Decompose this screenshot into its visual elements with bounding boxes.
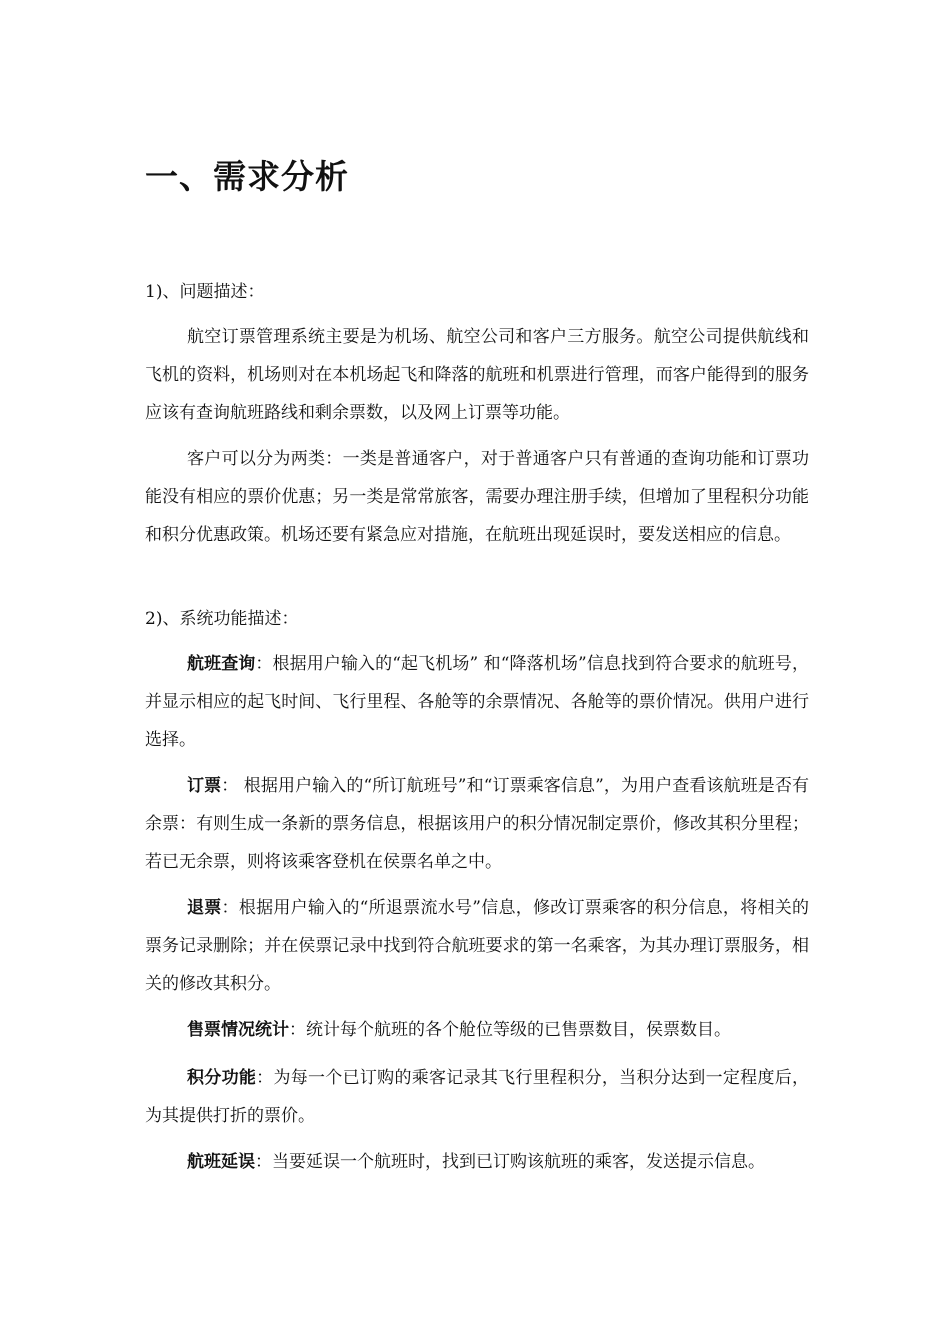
function-sales-statistics: [145, 1011, 809, 1049]
paragraph-problem-description: 航空订票管理系统主要是为机场、航空公司和客户三方服务。航空公司提供航线和飞机的资料，机场则对在本机场起飞和降落的航班和机票进行管理，而客户能得到的服务应该有查询航班路线和剩余票数，以及网上订票等功能。: [145, 327, 809, 423]
function-refund: [145, 889, 809, 1003]
function-term: 航班查询: [187, 654, 256, 674]
function-text: ：当要延误一个航班时，找到已订购该航班的乘客，发送提示信息。: [255, 1152, 765, 1172]
function-flight-query: [145, 645, 809, 759]
section-heading-problem: 1)、问题描述：: [145, 282, 265, 302]
function-term: 退票: [187, 898, 222, 918]
function-text: ：根据用户输入的“所退票流水号”信息，修改订票乘客的积分信息，将相关的票务记录删除；并在侯票记录中找到符合航班要求的第一名乘客，为其办理订票服务，相关的修改其积分。: [145, 898, 810, 994]
function-text: ：统计每个航班的各个舱位等级的已售票数目，侯票数目。: [289, 1020, 731, 1040]
function-text: ： 根据用户输入的“所订航班号”和“订票乘客信息”，为用户查看该航班是否有余票：有则生成一条新的票务信息，根据该用户的积分情况制定票价，修改其积分里程；若已无余票，则将该乘客登机在侯票名单之中。: [145, 776, 809, 872]
function-points: [145, 1059, 809, 1135]
function-term: 订票: [187, 776, 222, 796]
function-term: 积分功能: [187, 1068, 257, 1088]
function-text: ：根据用户输入的“起飞机场” 和“降落机场”信息找到符合要求的航班号，并显示相应的起飞时间、飞行里程、各舱等的余票情况、各舱等的票价情况。供用户进行选择。: [145, 654, 810, 750]
function-term: 售票情况统计: [187, 1020, 289, 1040]
paragraph-customer-types: 客户可以分为两类：一类是普通客户，对于普通客户只有普通的查询功能和订票功能没有相应的票价优惠；另一类是常常旅客，需要办理注册手续，但增加了里程积分功能和积分优惠政策。机场还要有紧急应对措施，在航班出现延误时，要发送相应的信息。: [145, 449, 809, 545]
section-heading-functions: 2)、系统功能描述：: [145, 609, 299, 629]
page-title: 一、需求分析: [145, 157, 349, 196]
function-booking: [145, 767, 809, 881]
function-flight-delay: [145, 1143, 809, 1181]
function-term: 航班延误: [187, 1152, 255, 1172]
function-text: ：为每一个已订购的乘客记录其飞行里程积分，当积分达到一定程度后，为其提供打折的票价。: [145, 1068, 810, 1126]
